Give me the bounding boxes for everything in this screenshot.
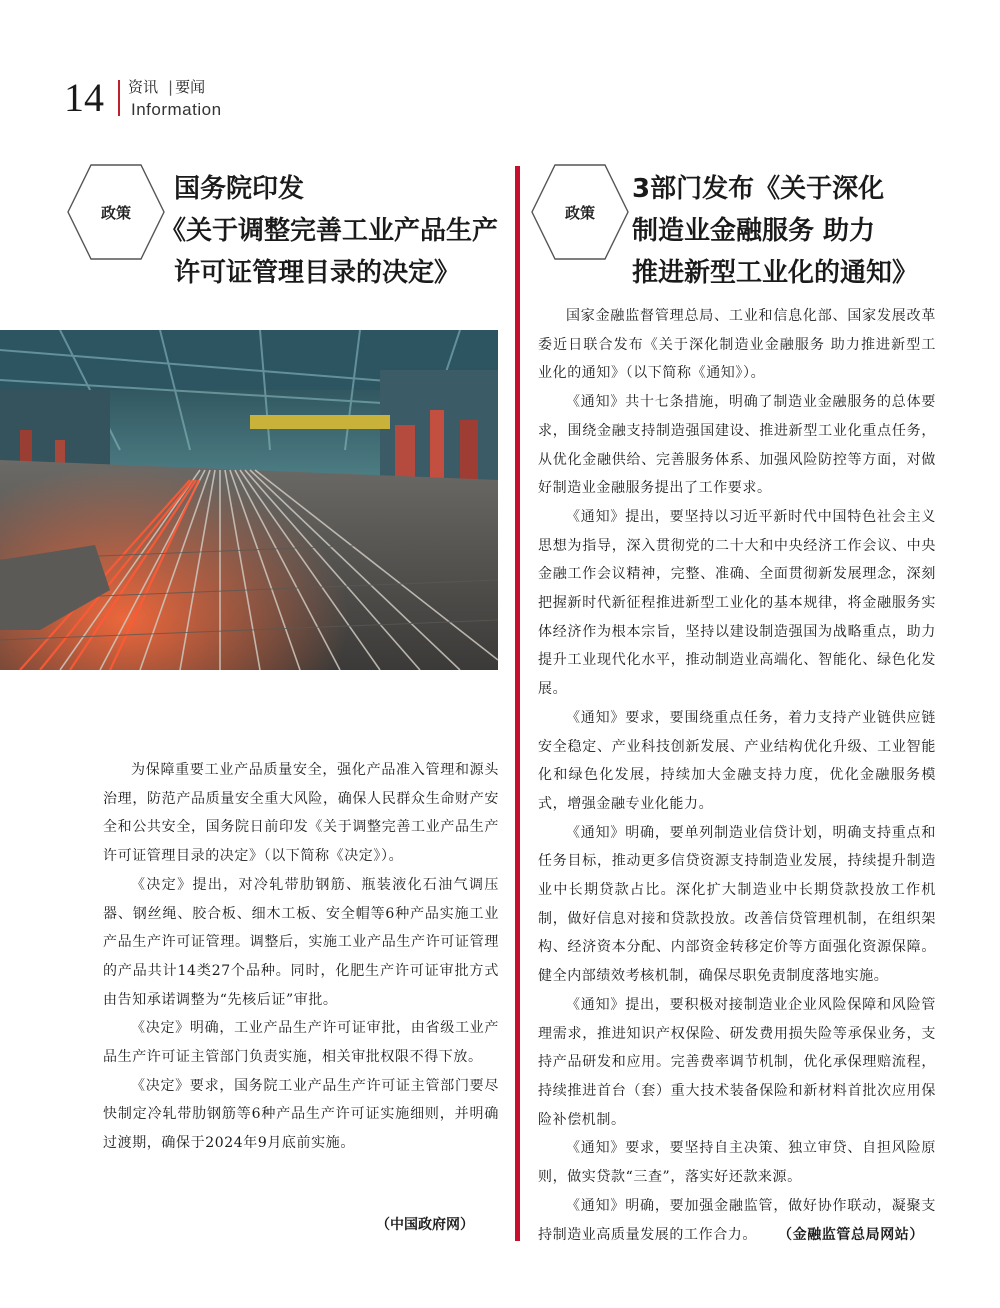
right-paragraph-6: 《通知》提出，要积极对接制造业企业风险保障和风险管理需求，推进知识产权保险、研发费用损失险等承保业务，支持产品研发和应用。完善费率调节机制，优化承保理赔流程，持续推进首台（套）重大技术装备保险和新材料首批次应用保险补偿机制。 <box>538 996 936 1128</box>
section-separator: | <box>168 78 174 96</box>
right-paragraph-8-text: 《通知》明确，要加强金融监管，做好协作联动，凝聚支持制造业高质量发展的工作合力。 <box>538 1197 936 1243</box>
right-headline-line-2: 制造业金融服务 助力 <box>632 216 876 246</box>
right-paragraph-2: 《通知》共十七条措施，明确了制造业金融服务的总体要求，围绕金融支持制造强国建设、推进新型工业化重点任务，从优化金融供给、完善服务体系、加强风险防控等方面，对做好制造业金融服务提出了工作要求。 <box>538 394 936 497</box>
left-article-source: （中国政府网） <box>376 1217 474 1233</box>
left-paragraph-4: 《决定》要求，国务院工业产品生产许可证主管部门要尽快制定冷轧带肋钢筋等6种产品生产许可证实施细则，并明确过渡期，确保于2024年9月底前实施。 <box>103 1077 499 1152</box>
left-headline-line-1: 国务院印发 <box>174 174 305 204</box>
right-paragraph-1: 国家金融监督管理总局、工业和信息化部、国家发展改革委近日联合发布《关于深化制造业金融服务 助力推进新型工业化的通知》（以下简称《通知》）。 <box>538 308 936 382</box>
column-divider <box>515 166 520 1241</box>
right-article-source: （金融监管总局网站） <box>785 1226 924 1243</box>
left-headline-line-3: 许可证管理目录的决定》 <box>174 258 461 288</box>
right-article-body <box>538 302 936 1249</box>
section-label <box>128 78 205 96</box>
right-headline-line-3: 推进新型工业化的通知》 <box>632 258 919 288</box>
right-paragraph-5: 《通知》明确，要单列制造业信贷计划，明确支持重点和任务目标，推动更多信贷资源支持制造业发展，持续提升制造业中长期贷款占比。深化扩大制造业中长期贷款投放工作机制，做好信息对接和贷款投放。改善信贷管理机制，在组织架构、经济资本分配、内部资金转移定价等方面强化资源保障。健全内部绩效考核机制，确保尽职免责制度落地实施。 <box>538 824 936 985</box>
right-paragraph-7: 《通知》要求，要坚持自主决策、独立审贷、自担风险原则，做实贷款“三查”，落实好还款来源。 <box>538 1140 936 1186</box>
header-divider <box>118 80 120 116</box>
subsection-name: 要闻 <box>175 78 206 96</box>
right-headline-line-1: 3部门发布《关于深化 <box>632 174 885 204</box>
left-headline <box>160 168 498 294</box>
rebar-production-line-image <box>0 330 498 670</box>
left-paragraph-1: 为保障重要工业产品质量安全，强化产品准入管理和源头治理，防范产品质量安全重大风险，确保人民群众生命财产安全和公共安全，国务院日前印发《关于调整完善工业产品生产许可证管理目录的决定》（以下简称《决定》）。 <box>103 762 499 865</box>
section-english: Information <box>131 100 222 119</box>
left-article-body <box>103 756 499 1158</box>
left-paragraph-3: 《决定》明确，工业产品生产许可证审批，由省级工业产品生产许可证主管部门负责实施，相关审批权限不得下放。 <box>103 1020 499 1066</box>
hexagon-tag-label: 政策 <box>564 203 595 222</box>
right-headline <box>632 168 918 294</box>
left-paragraph-2: 《决定》提出，对冷轧带肋钢筋、瓶装液化石油气调压器、钢丝绳、胶合板、细木工板、安全帽等6种产品实施工业产品生产许可证管理。调整后，实施工业产品生产许可证管理的产品共计14类27个品种。同时，化肥生产许可证审批方式由告知承诺调整为“先核后证”审批。 <box>103 876 499 1008</box>
right-paragraph-4: 《通知》要求，要围绕重点任务，着力支持产业链供应链安全稳定、产业科技创新发展、产业结构优化升级、工业智能化和绿色化发展，持续加大金融支持力度，优化金融服务模式，增强金融专业化能力。 <box>538 709 936 812</box>
left-headline-line-2: 《关于调整完善工业产品生产 <box>160 216 499 246</box>
policy-hexagon-badge <box>66 162 166 262</box>
steel-mill-photo <box>0 330 498 670</box>
page-number: 14 <box>64 75 104 120</box>
hexagon-tag-label: 政策 <box>100 203 131 222</box>
policy-hexagon-badge-right <box>530 162 630 262</box>
section-name: 资讯 <box>128 78 159 96</box>
right-paragraph-3: 《通知》提出，要坚持以习近平新时代中国特色社会主义思想为指导，深入贯彻党的二十大和中央经济工作会议、中央金融工作会议精神，完整、准确、全面贯彻新发展理念，深刻把握新时代新征程推进新型工业化的基本规律，将金融服务实体经济作为根本宗旨，坚持以建设制造强国为战略重点，助力提升工业现代化水平，推动制造业高端化、智能化、绿色化发展。 <box>538 508 936 698</box>
right-paragraph-8 <box>538 1192 936 1249</box>
